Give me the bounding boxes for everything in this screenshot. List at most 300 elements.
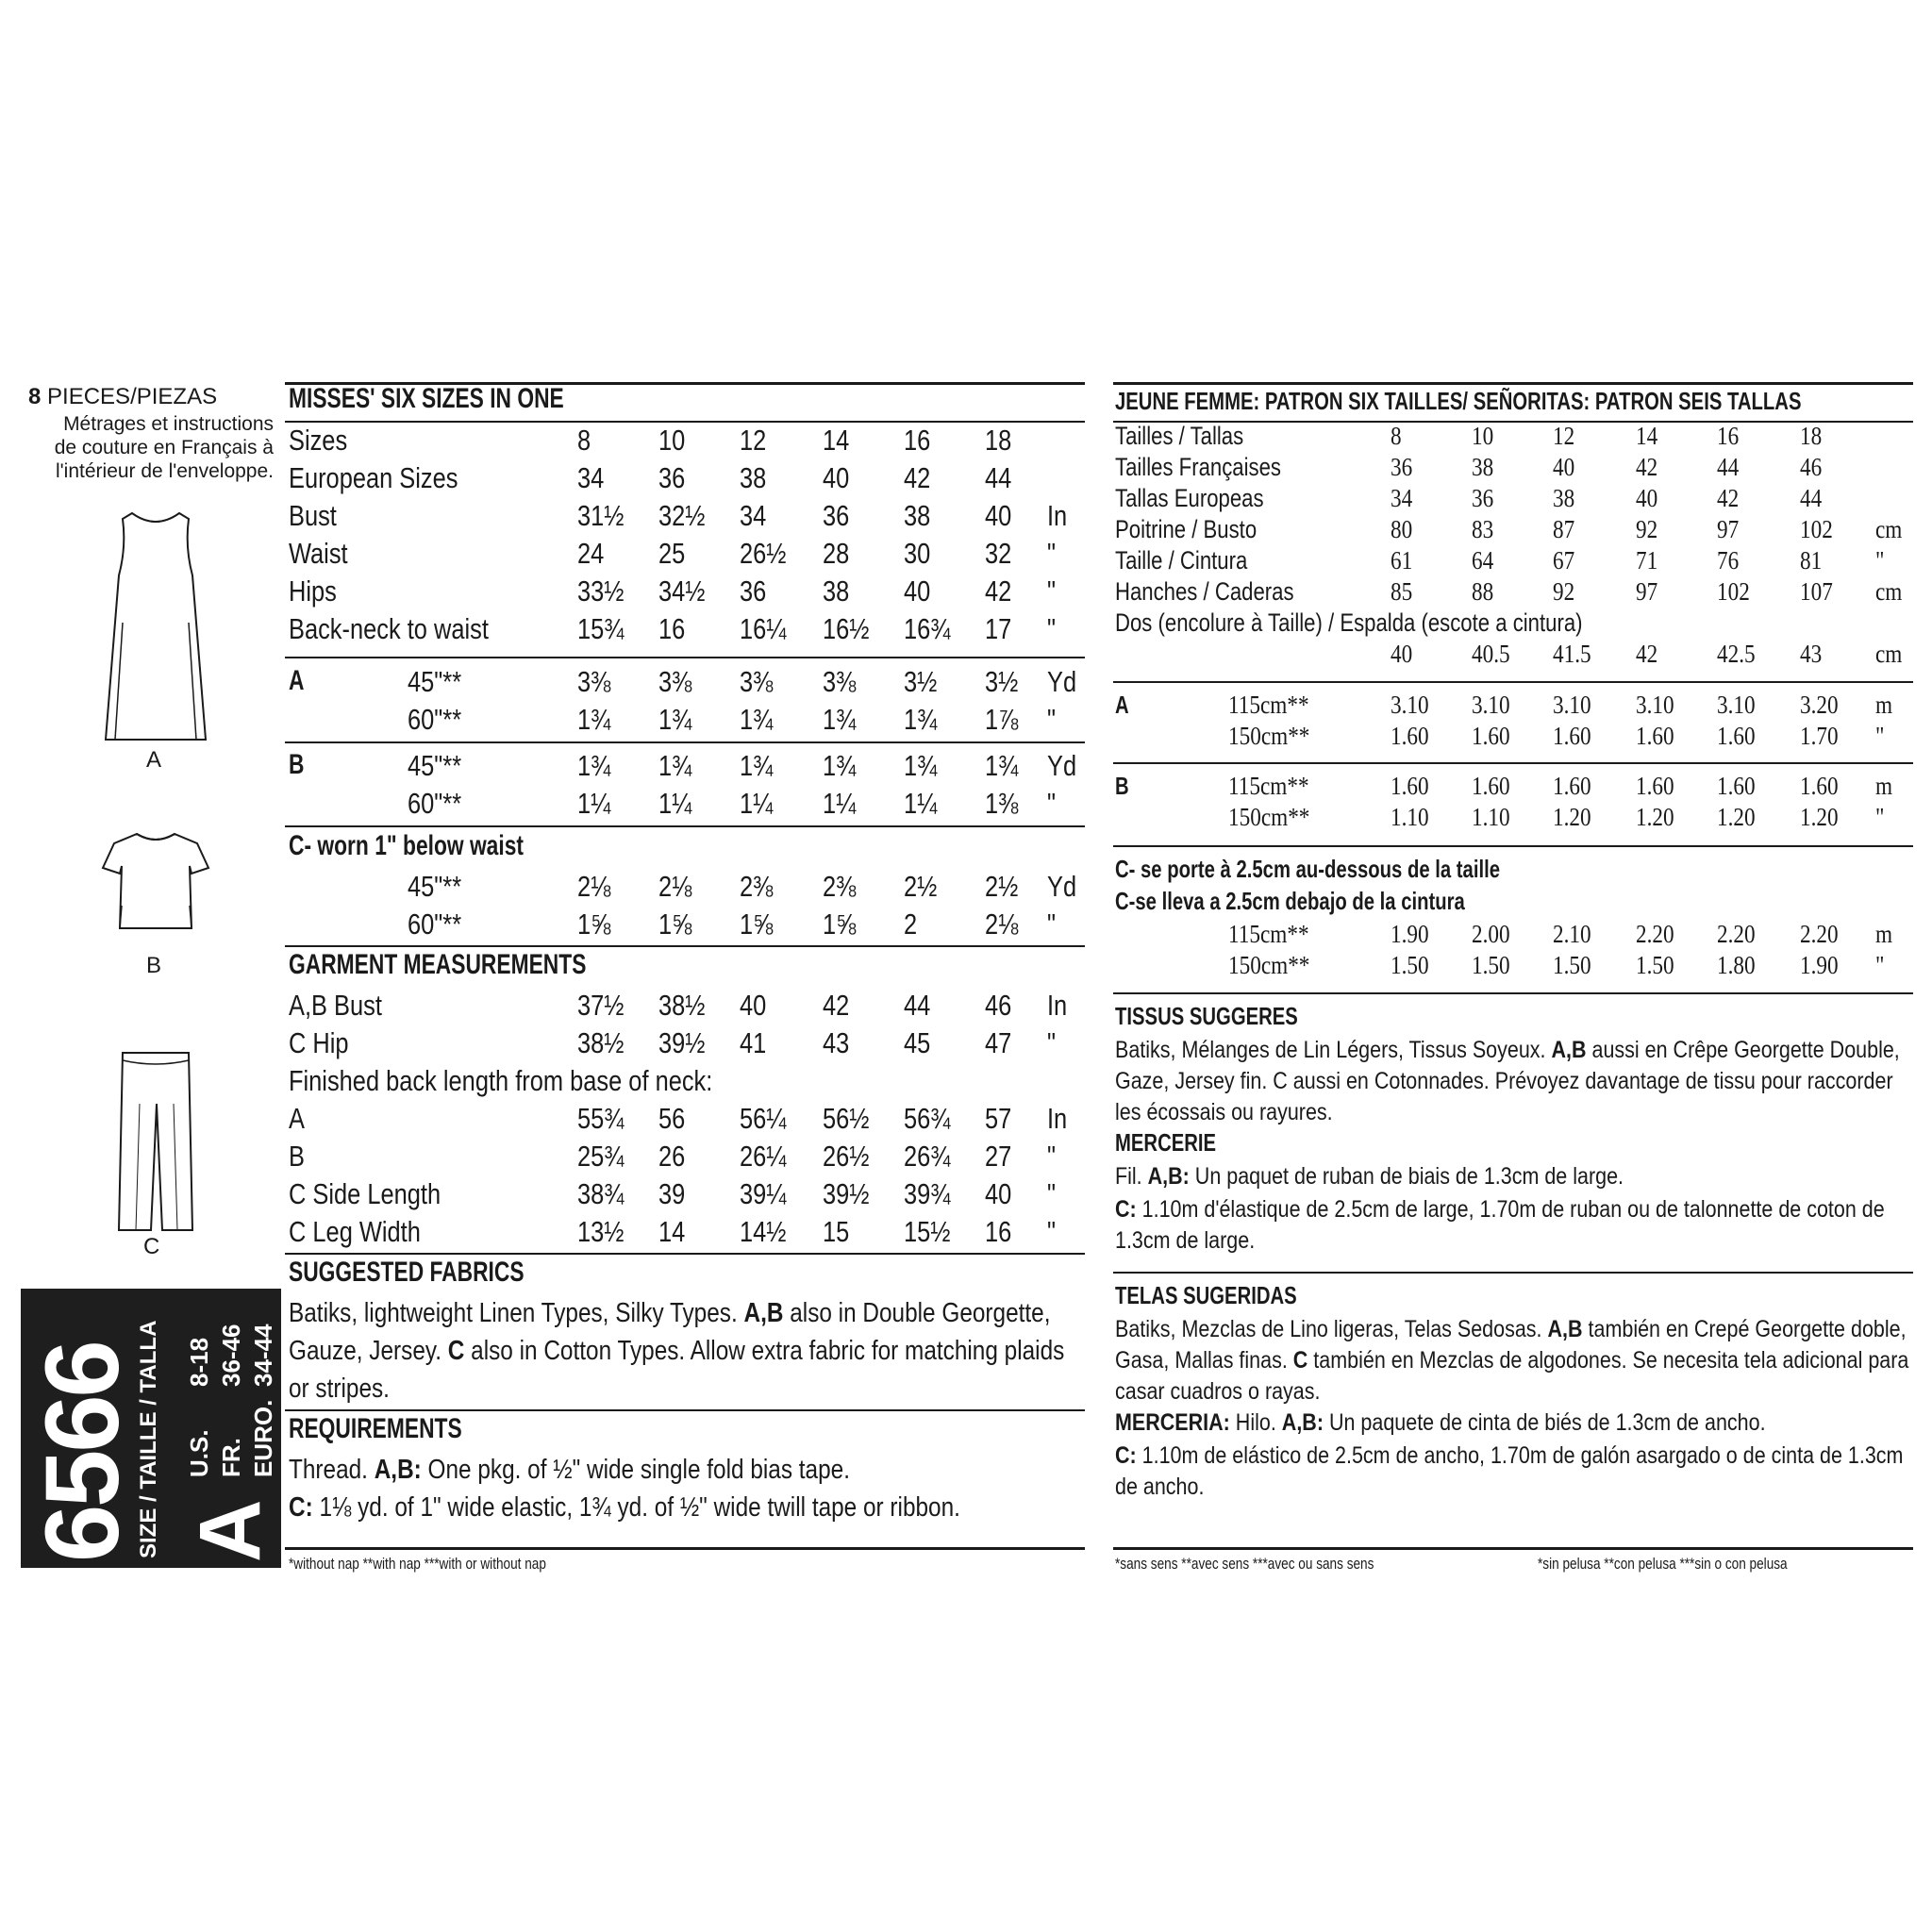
size-value-cell: 38½ <box>577 1026 625 1059</box>
row-label: Taille / Cintura <box>1115 546 1248 575</box>
size-value-cell: 1¾ <box>823 703 857 736</box>
row-label: Poitrine / Busto <box>1115 515 1257 543</box>
size-label: SIZE / TAILLE / TALLA <box>136 1320 161 1558</box>
size-value-cell: 26¾ <box>904 1140 951 1173</box>
size-value-cell: 36 <box>1391 453 1413 481</box>
rule <box>1113 681 1913 683</box>
size-value-cell: 1.50 <box>1553 951 1591 979</box>
suggested-fabrics-text-part: also in Cotton Types. Allow extra fabric for matching plaids or stripes. <box>289 1336 1065 1404</box>
telas-sugeridas-text-part: C <box>1292 1347 1308 1374</box>
size-value-cell: 1.20 <box>1800 803 1839 831</box>
size-value-cell: 83 <box>1472 515 1494 543</box>
size-value-cell: 1.90 <box>1391 920 1429 948</box>
size-range-value: 8-18 <box>185 1337 213 1387</box>
rule <box>1113 1547 1913 1550</box>
merceria-line-part: MERCERIA: <box>1115 1409 1230 1436</box>
size-value-cell: 12 <box>1553 422 1575 450</box>
size-value-cell: 1.60 <box>1800 772 1839 800</box>
mercerie-line <box>1115 1194 1918 1257</box>
requirements-line-part: C: <box>289 1492 313 1523</box>
view-b-label: B <box>1115 772 1129 800</box>
size-value-cell: 8 <box>1391 422 1402 450</box>
fabric-width: 115cm** <box>1228 772 1309 800</box>
size-value-cell: 2⅛ <box>658 870 692 903</box>
size-value-cell: 36 <box>823 499 850 532</box>
size-value-cell: 36 <box>740 575 767 608</box>
unit-label: m <box>1875 920 1893 948</box>
size-system-label: FR. <box>217 1438 245 1477</box>
size-value-cell: 16½ <box>823 612 870 645</box>
size-value-cell: 1.90 <box>1800 951 1839 979</box>
size-value-cell: 1.60 <box>1717 772 1756 800</box>
row-label: Bust <box>289 499 337 532</box>
size-value-cell: 46 <box>1800 453 1823 481</box>
view-a-dress-sketch <box>94 509 217 745</box>
size-value-cell: 13½ <box>577 1215 625 1248</box>
size-value-cell: 87 <box>1553 515 1575 543</box>
view-a-label: A <box>146 747 162 773</box>
size-value-cell: 92 <box>1553 577 1575 606</box>
merceria-line <box>1115 1441 1918 1503</box>
size-value-cell: 2.20 <box>1636 920 1674 948</box>
size-value-cell: 1.20 <box>1636 803 1674 831</box>
row-label: A <box>289 1102 305 1135</box>
size-value-cell: 56½ <box>823 1102 870 1135</box>
size-value-cell: 57 <box>985 1102 1012 1135</box>
size-value-cell: 2.10 <box>1553 920 1591 948</box>
size-value-cell: 15½ <box>904 1215 951 1248</box>
size-value-cell: 1.50 <box>1636 951 1674 979</box>
size-value-cell: 10 <box>658 424 686 457</box>
suggested-fabrics-title: SUGGESTED FABRICS <box>289 1257 525 1288</box>
size-value-cell: 97 <box>1717 515 1740 543</box>
size-value-cell: 3⅜ <box>658 665 692 698</box>
size-value-cell: 15¾ <box>577 612 625 645</box>
size-value-cell: 40 <box>1636 484 1658 512</box>
size-value-cell: 55¾ <box>577 1102 625 1135</box>
unit-label: cm <box>1875 515 1903 543</box>
size-value-cell: 17 <box>985 612 1012 645</box>
size-value-cell: 2⅜ <box>740 870 774 903</box>
tissus-suggeres-text-part: A,B <box>1551 1037 1587 1063</box>
size-value-cell: 16¾ <box>904 612 951 645</box>
french-instructions-note <box>19 412 274 483</box>
size-value-cell: 39¼ <box>740 1177 787 1210</box>
size-value-cell: 40 <box>740 989 767 1022</box>
size-value-cell: 2⅛ <box>985 908 1019 941</box>
fabric-width: 150cm** <box>1228 951 1310 979</box>
size-value-cell: 1.80 <box>1717 951 1756 979</box>
mercerie-line-part: Un paquet de ruban de biais de 1.3cm de large. <box>1189 1163 1624 1190</box>
rule <box>285 945 1085 947</box>
fabric-width: 150cm** <box>1228 722 1310 750</box>
size-value-cell: 1⅝ <box>658 908 692 941</box>
size-value-cell: 1¾ <box>740 749 774 782</box>
telas-sugeridas-text-part: A,B <box>1547 1316 1583 1342</box>
view-c-pants-sketch <box>113 1047 198 1236</box>
size-value-cell: 3⅜ <box>577 665 611 698</box>
row-label: C Hip <box>289 1026 349 1059</box>
pieces-title <box>28 384 217 410</box>
size-value-cell: 2.00 <box>1472 920 1510 948</box>
size-value-cell: 71 <box>1636 546 1658 575</box>
size-value-cell: 3.10 <box>1717 691 1756 719</box>
row-label: Back-neck to waist <box>289 612 489 645</box>
telas-sugeridas-text-part: Batiks, Mezclas de Lino ligeras, Telas Sedosas. <box>1115 1316 1548 1342</box>
merceria-line-part: Un paquete de cinta de biés de 1.3cm de ancho. <box>1323 1409 1766 1436</box>
size-value-cell: 44 <box>904 989 931 1022</box>
size-value-cell: 81 <box>1800 546 1823 575</box>
unit-label: In <box>1047 989 1068 1022</box>
size-value-cell: 38 <box>823 575 850 608</box>
tissus-suggeres-title: TISSUS SUGGERES <box>1115 1002 1298 1030</box>
size-value-cell: 31½ <box>577 499 625 532</box>
size-value-cell: 3.10 <box>1636 691 1674 719</box>
size-value-cell: 43 <box>823 1026 850 1059</box>
size-value-cell: 2⅜ <box>823 870 857 903</box>
requirements-line-part: A,B: <box>374 1455 422 1485</box>
pattern-number: 6566 <box>25 1342 141 1562</box>
suggested-fabrics-text <box>289 1294 1074 1407</box>
size-value-cell: 45 <box>904 1026 931 1059</box>
size-value-cell: 42 <box>1636 640 1658 668</box>
size-value-cell: 16 <box>985 1215 1012 1248</box>
size-value-cell: 1.60 <box>1717 722 1756 750</box>
view-c-title-fr: C- se porte à 2.5cm au-dessous de la taille <box>1115 855 1501 883</box>
size-value-cell: 14 <box>658 1215 686 1248</box>
row-label: Tailles Françaises <box>1115 453 1281 481</box>
size-value-cell: 12 <box>740 424 767 457</box>
size-value-cell: 1⅝ <box>740 908 774 941</box>
size-value-cell: 1¾ <box>740 703 774 736</box>
size-value-cell: 40 <box>904 575 931 608</box>
size-value-cell: 40 <box>985 1177 1012 1210</box>
size-value-cell: 2⅛ <box>577 870 611 903</box>
size-value-cell: 44 <box>985 461 1012 494</box>
size-value-cell: 38 <box>1553 484 1575 512</box>
size-value-cell: 42.5 <box>1717 640 1756 668</box>
size-value-cell: 67 <box>1553 546 1575 575</box>
telas-sugeridas-text <box>1115 1314 1918 1407</box>
pieces-label: PIECES/PIEZAS <box>47 384 218 409</box>
size-value-cell: 40 <box>1553 453 1575 481</box>
size-value-cell: 26 <box>658 1140 686 1173</box>
view-b-top-sketch <box>99 830 212 934</box>
unit-label: " <box>1047 1026 1057 1059</box>
unit-label: m <box>1875 772 1893 800</box>
requirements-line-part: One pkg. of ½" wide single fold bias tape. <box>421 1455 850 1485</box>
requirements-line-part: 1⅛ yd. of 1" wide elastic, 1¾ yd. of ½" wide twill tape or ribbon. <box>312 1492 960 1523</box>
size-value-cell: 3.10 <box>1553 691 1591 719</box>
unit-label: " <box>1047 908 1057 941</box>
mercerie-line-part: A,B: <box>1147 1163 1190 1190</box>
unit-label: " <box>1875 546 1885 575</box>
size-value-cell: 1¼ <box>740 787 774 820</box>
rule <box>285 825 1085 827</box>
fabric-width: 45"** <box>408 665 462 698</box>
size-value-cell: 8 <box>577 424 591 457</box>
rule <box>285 741 1085 743</box>
row-label: Tailles / Tallas <box>1115 422 1244 450</box>
size-value-cell: 26¼ <box>740 1140 787 1173</box>
size-value-cell: 26½ <box>740 537 787 570</box>
fabric-width: 150cm** <box>1228 803 1310 831</box>
size-value-cell: 33½ <box>577 575 625 608</box>
view-c-title-es: C-se lleva a 2.5cm debajo de la cintura <box>1115 887 1465 915</box>
size-value-cell: 1⅝ <box>577 908 611 941</box>
size-value-cell: 1.20 <box>1553 803 1591 831</box>
unit-label: " <box>1047 1140 1057 1173</box>
size-value-cell: 39¾ <box>904 1177 951 1210</box>
size-value-cell: 1.50 <box>1472 951 1510 979</box>
nap-footnote-es: *sin pelusa **con pelusa ***sin o con pelusa <box>1538 1555 1788 1573</box>
requirements-line <box>289 1451 1074 1489</box>
rule <box>285 1409 1085 1411</box>
row-label: Waist <box>289 537 348 570</box>
view-b-label: B <box>146 953 162 978</box>
size-value-cell: 1¼ <box>904 787 938 820</box>
rule <box>285 657 1085 658</box>
size-value-cell: 56 <box>658 1102 686 1135</box>
size-value-cell: 38½ <box>658 989 706 1022</box>
size-system-label: U.S. <box>185 1429 213 1477</box>
size-value-cell: 2½ <box>985 870 1019 903</box>
requirements-line-part: Thread. <box>289 1455 375 1485</box>
size-value-cell: 14½ <box>740 1215 787 1248</box>
row-label: Sizes <box>289 424 348 457</box>
rule <box>285 421 1085 423</box>
size-value-cell: 41.5 <box>1553 640 1591 668</box>
mercerie-line <box>1115 1161 1918 1192</box>
size-value-cell: 1.60 <box>1553 772 1591 800</box>
rule <box>1113 762 1913 764</box>
size-value-cell: 38¾ <box>577 1177 625 1210</box>
size-value-cell: 47 <box>985 1026 1012 1059</box>
view-a-label: A <box>1115 691 1129 719</box>
size-range-letter: A <box>182 1499 278 1562</box>
size-value-cell: 1.60 <box>1391 722 1429 750</box>
rule <box>285 1253 1085 1255</box>
size-value-cell: 3.10 <box>1472 691 1510 719</box>
size-value-cell: 43 <box>1800 640 1823 668</box>
size-value-cell: 14 <box>1636 422 1658 450</box>
size-value-cell: 28 <box>823 537 850 570</box>
merceria-line <box>1115 1407 1918 1439</box>
note-line: Métrages et instructions <box>63 413 274 435</box>
merceria-line-part: A,B: <box>1281 1409 1324 1436</box>
size-value-cell: 1.60 <box>1636 772 1674 800</box>
size-value-cell: 3⅜ <box>740 665 774 698</box>
size-value-cell: 27 <box>985 1140 1012 1173</box>
size-value-cell: 102 <box>1717 577 1750 606</box>
unit-label: In <box>1047 499 1068 532</box>
unit-label: Yd <box>1047 665 1077 698</box>
size-value-cell: 3½ <box>985 665 1019 698</box>
size-value-cell: 14 <box>823 424 850 457</box>
size-value-cell: 102 <box>1800 515 1833 543</box>
size-value-cell: 42 <box>1636 453 1658 481</box>
size-value-cell: 40.5 <box>1472 640 1510 668</box>
size-value-cell: 32 <box>985 537 1012 570</box>
unit-label: " <box>1047 612 1057 645</box>
unit-label: " <box>1047 787 1057 820</box>
nap-footnote: *without nap **with nap ***with or without nap <box>289 1555 546 1573</box>
size-value-cell: 26½ <box>823 1140 870 1173</box>
size-value-cell: 39½ <box>658 1026 706 1059</box>
size-value-cell: 1.70 <box>1800 722 1839 750</box>
size-value-cell: 34 <box>740 499 767 532</box>
fabric-width: 115cm** <box>1228 920 1309 948</box>
size-value-cell: 97 <box>1636 577 1658 606</box>
unit-label: " <box>1047 1215 1057 1248</box>
size-value-cell: 1.60 <box>1472 772 1510 800</box>
rule <box>1113 992 1913 994</box>
size-system-label: EURO. <box>249 1399 277 1477</box>
suggested-fabrics-text-part: Batiks, lightweight Linen Types, Silky Types. <box>289 1298 744 1328</box>
size-value-cell: 34 <box>577 461 605 494</box>
size-value-cell: 1¾ <box>985 749 1019 782</box>
size-value-cell: 41 <box>740 1026 767 1059</box>
size-value-cell: 3⅜ <box>823 665 857 698</box>
size-value-cell: 40 <box>823 461 850 494</box>
size-value-cell: 34½ <box>658 575 706 608</box>
fabric-width: 60"** <box>408 908 462 941</box>
unit-label: In <box>1047 1102 1068 1135</box>
unit-label: " <box>1047 1177 1057 1210</box>
size-value-cell: 1.20 <box>1717 803 1756 831</box>
merceria-line-part: 1.10m de elástico de 2.5cm de ancho, 1.70m de galón asargado o de cinta de 1.3cm de ancho. <box>1115 1442 1904 1500</box>
size-value-cell: 1⅞ <box>985 703 1019 736</box>
jeune-femme-title: JEUNE FEMME: PATRON SIX TAILLES/ SEÑORITAS: PATRON SEIS TALLAS <box>1115 387 1802 415</box>
requirements-title: REQUIREMENTS <box>289 1413 462 1444</box>
size-value-cell: 1⅝ <box>823 908 857 941</box>
unit-label: m <box>1875 691 1893 719</box>
size-value-cell: 1.60 <box>1553 722 1591 750</box>
size-value-cell: 39 <box>658 1177 686 1210</box>
nap-footnote-fr: *sans sens **avec sens ***avec ou sans sens <box>1115 1555 1374 1573</box>
size-value-cell: 76 <box>1717 546 1740 575</box>
size-value-cell: 38 <box>740 461 767 494</box>
size-value-cell: 18 <box>985 424 1012 457</box>
size-value-cell: 56¼ <box>740 1102 787 1135</box>
fabric-width: 45"** <box>408 749 462 782</box>
size-value-cell: 42 <box>1717 484 1740 512</box>
size-value-cell: 25 <box>658 537 686 570</box>
size-value-cell: 3.20 <box>1800 691 1839 719</box>
size-value-cell: 37½ <box>577 989 625 1022</box>
size-value-cell: 3½ <box>904 665 938 698</box>
size-value-cell: 1.60 <box>1391 772 1429 800</box>
mercerie-line-part: 1.10m d'élastique de 2.5cm de large, 1.70m de ruban ou de talonnette de coton de 1.3cm de large. <box>1115 1196 1885 1254</box>
rule <box>1113 382 1913 385</box>
size-value-cell: 1¼ <box>658 787 692 820</box>
size-value-cell: 42 <box>904 461 931 494</box>
misses-sizes-title: MISSES' SIX SIZES IN ONE <box>289 383 564 414</box>
view-c-label: C <box>143 1234 160 1259</box>
size-value-cell: 16 <box>658 612 686 645</box>
size-value-cell: 2.20 <box>1800 920 1839 948</box>
note-line: de couture en Français à <box>54 437 274 458</box>
view-a-label: A <box>289 665 305 696</box>
unit-label: Yd <box>1047 749 1077 782</box>
size-value-cell: 1.10 <box>1391 803 1429 831</box>
mercerie-title: MERCERIE <box>1115 1128 1217 1157</box>
size-value-cell: 1¾ <box>658 703 692 736</box>
size-value-cell: 16¼ <box>740 612 787 645</box>
size-value-cell: 44 <box>1717 453 1740 481</box>
size-badge <box>21 1289 281 1568</box>
rule <box>1113 1272 1913 1274</box>
size-value-cell: 34 <box>1391 484 1413 512</box>
row-label: C Side Length <box>289 1177 441 1210</box>
unit-label: " <box>1875 722 1885 750</box>
row-label: Hips <box>289 575 337 608</box>
size-value-cell: 107 <box>1800 577 1833 606</box>
rule <box>1113 845 1913 847</box>
size-range-value: 36-46 <box>217 1324 245 1387</box>
size-value-cell: 1.10 <box>1472 803 1510 831</box>
size-value-cell: 1¾ <box>658 749 692 782</box>
size-range-table <box>183 1324 279 1478</box>
view-b-label: B <box>289 749 305 780</box>
size-value-cell: 15 <box>823 1215 850 1248</box>
size-value-cell: 85 <box>1391 577 1413 606</box>
size-value-cell: 1.50 <box>1391 951 1429 979</box>
size-value-cell: 18 <box>1800 422 1823 450</box>
row-label: B <box>289 1140 305 1173</box>
rule <box>285 1547 1085 1550</box>
size-value-cell: 42 <box>823 989 850 1022</box>
size-value-cell: 1¾ <box>577 749 611 782</box>
size-value-cell: 24 <box>577 537 605 570</box>
size-value-cell: 10 <box>1472 422 1494 450</box>
size-value-cell: 1¾ <box>904 749 938 782</box>
telas-sugeridas-text-part: también en Mezclas de algodones. Se necesita tela adicional para casar cuadros o rayas. <box>1115 1347 1909 1405</box>
size-value-cell: 32½ <box>658 499 706 532</box>
size-value-cell: 61 <box>1391 546 1413 575</box>
size-value-cell: 1⅜ <box>985 787 1019 820</box>
size-value-cell: 92 <box>1636 515 1658 543</box>
telas-sugeridas-title: TELAS SUGERIDAS <box>1115 1281 1297 1309</box>
finished-length-label: Finished back length from base of neck: <box>289 1064 713 1097</box>
size-value-cell: 16 <box>1717 422 1740 450</box>
unit-label: " <box>1047 703 1057 736</box>
size-value-cell: 3.10 <box>1391 691 1429 719</box>
fabric-width: 60"** <box>408 787 462 820</box>
tissus-suggeres-text-part: Batiks, Mélanges de Lin Légers, Tissus Soyeux. <box>1115 1037 1552 1063</box>
size-value-cell: 88 <box>1472 577 1494 606</box>
row-label: Hanches / Caderas <box>1115 577 1294 606</box>
size-value-cell: 56¾ <box>904 1102 951 1135</box>
size-range-value: 34-44 <box>249 1324 277 1387</box>
size-value-cell: 39½ <box>823 1177 870 1210</box>
size-value-cell: 1.60 <box>1636 722 1674 750</box>
row-label: C Leg Width <box>289 1215 421 1248</box>
size-value-cell: 64 <box>1472 546 1494 575</box>
unit-label: " <box>1875 951 1885 979</box>
mercerie-line-part: Fil. <box>1115 1163 1148 1190</box>
size-value-cell: 2.20 <box>1717 920 1756 948</box>
size-value-cell: 1¾ <box>577 703 611 736</box>
unit-label: " <box>1047 537 1057 570</box>
pieces-count: 8 <box>28 384 42 409</box>
size-value-cell: 46 <box>985 989 1012 1022</box>
size-value-cell: 38 <box>1472 453 1494 481</box>
telas-sugeridas-text-part: también en Crepé Georgette doble, Gasa, Mallas finas. <box>1115 1316 1907 1374</box>
suggested-fabrics-text-part: also in Double Georgette, Gauze, Jersey. <box>289 1298 1051 1366</box>
mercerie-line-part: C: <box>1115 1196 1137 1223</box>
size-value-cell: 30 <box>904 537 931 570</box>
